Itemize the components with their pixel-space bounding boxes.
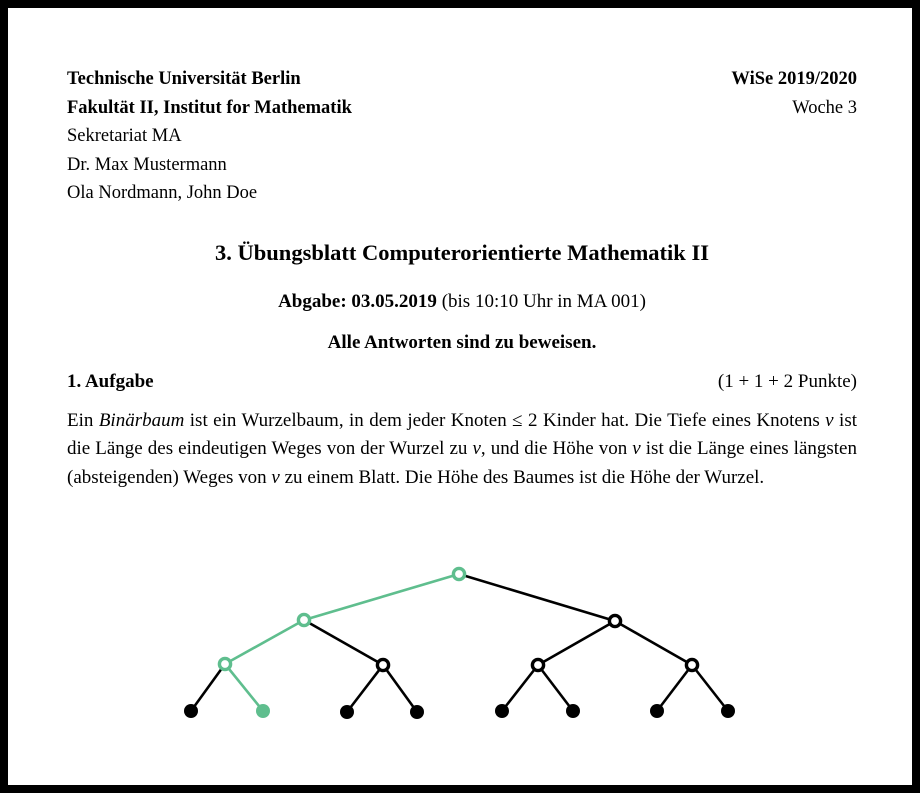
task-heading-row (67, 369, 857, 395)
deadline-line (67, 289, 857, 315)
paragraph-segment: ist die Länge des eindeutigen Weges von der Wurzel zu (67, 409, 857, 460)
header-right-block (731, 65, 857, 122)
paragraph-segment: , und die Höhe von (480, 438, 633, 460)
paragraph-segment: Ein (67, 409, 99, 431)
math-var-v: v (825, 409, 834, 431)
term-binaerbaum: Binärbaum (98, 409, 185, 431)
page-title: 3. Übungsblatt Computerorientierte Mathematik II (215, 239, 709, 265)
header-week: Woche 3 (792, 97, 857, 118)
exercise-paragraph (67, 407, 857, 493)
paragraph-segment: ist ein Wurzelbaum, in dem jeder Knoten ≤ 2 Kinder hat. Die Tiefe eines Knotens (184, 409, 826, 431)
header-faculty: Fakultät II, Institut for Mathematik (67, 97, 352, 118)
proof-notice: Alle Antworten sind zu beweisen. (327, 331, 597, 353)
header-lecturer: Dr. Max Mustermann (67, 154, 227, 175)
header-semester: WiSe 2019/2020 (731, 69, 857, 89)
document-page (8, 8, 912, 785)
header-secretariat: Sekretariat MA (67, 126, 182, 146)
paragraph-segment: zu einem Blatt. Die Höhe des Baumes ist die Höhe der Wurzel. (279, 467, 765, 489)
document-content (67, 65, 857, 493)
math-var-v: v (271, 467, 280, 489)
deadline-details: (bis 10:10 Uhr in MA 001) (436, 290, 646, 312)
paragraph-segment: ist die Länge eines längsten (absteigenden) Weges von (67, 438, 857, 489)
math-var-v: v (632, 438, 641, 460)
task-points: (1 + 1 + 2 Punkte) (717, 370, 857, 392)
task-label: 1. Aufgabe (67, 370, 154, 392)
header-left-block (67, 65, 352, 208)
document-header (67, 65, 857, 208)
header-assistants: Ola Nordmann, John Doe (67, 183, 258, 203)
math-var-v: v (472, 438, 481, 460)
deadline-date: Abgabe: 03.05.2019 (278, 290, 437, 312)
header-institution: Technische Universität Berlin (67, 69, 301, 89)
